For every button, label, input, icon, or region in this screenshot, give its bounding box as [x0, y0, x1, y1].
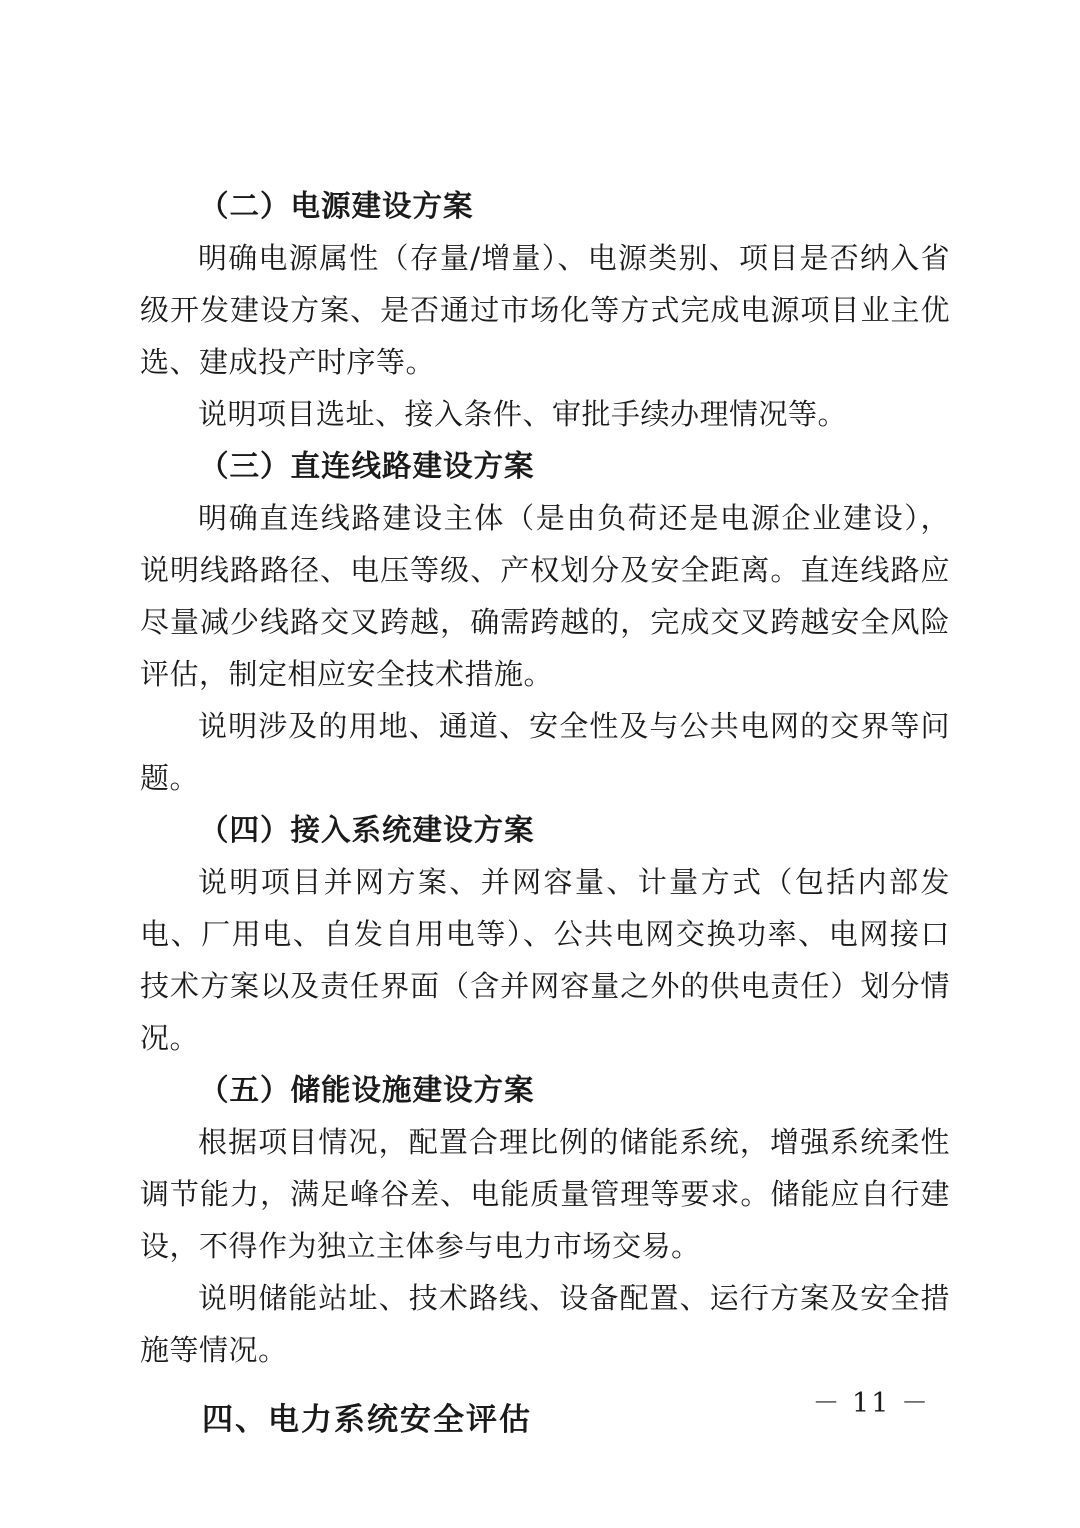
- document-body: [140, 180, 950, 1446]
- section-heading-2: （二）电源建设方案: [199, 188, 474, 223]
- paragraph-storage-site-details: 说明储能站址、技术路线、设备配置、运行方案及安全措施等情况。: [140, 1281, 950, 1367]
- paragraph-land-and-corridor: 说明涉及的用地、通道、安全性及与公共电网的交界等问题。: [140, 709, 950, 795]
- page-number: － 11 －: [812, 1388, 930, 1419]
- paragraph-energy-storage-config: 根据项目情况，配置合理比例的储能系统，增强系统柔性调节能力，满足峰谷差、电能质量管理等要求。储能应自行建设，不得作为独立主体参与电力市场交易。: [140, 1125, 950, 1263]
- section-heading-4: （四）接入系统建设方案: [199, 812, 535, 847]
- paragraph-grid-connection: 说明项目并网方案、并网容量、计量方式（包括内部发电、厂用电、自发自用电等）、公共电网交换功率、电网接口技术方案以及责任界面（含并网容量之外的供电责任）划分情况。: [140, 865, 950, 1055]
- section-heading-5: （五）储能设施建设方案: [199, 1072, 535, 1107]
- section-heading-3: （三）直连线路建设方案: [199, 448, 535, 483]
- paragraph-power-source-attributes: 明确电源属性（存量/增量）、电源类别、项目是否纳入省级开发建设方案、是否通过市场化等方式完成电源项目业主优选、建成投产时序等。: [140, 241, 950, 379]
- section-heading-four: 四、电力系统安全评估: [202, 1402, 532, 1438]
- paragraph-site-selection: 说明项目选址、接入条件、审批手续办理情况等。: [198, 397, 848, 431]
- paragraph-direct-line-subject: 明确直连线路建设主体（是由负荷还是电源企业建设），说明线路路径、电压等级、产权划分及安全距离。直连线路应尽量减少线路交叉跨越，确需跨越的，完成交叉跨越安全风险评估，制定相应安全技术措施。: [140, 501, 950, 691]
